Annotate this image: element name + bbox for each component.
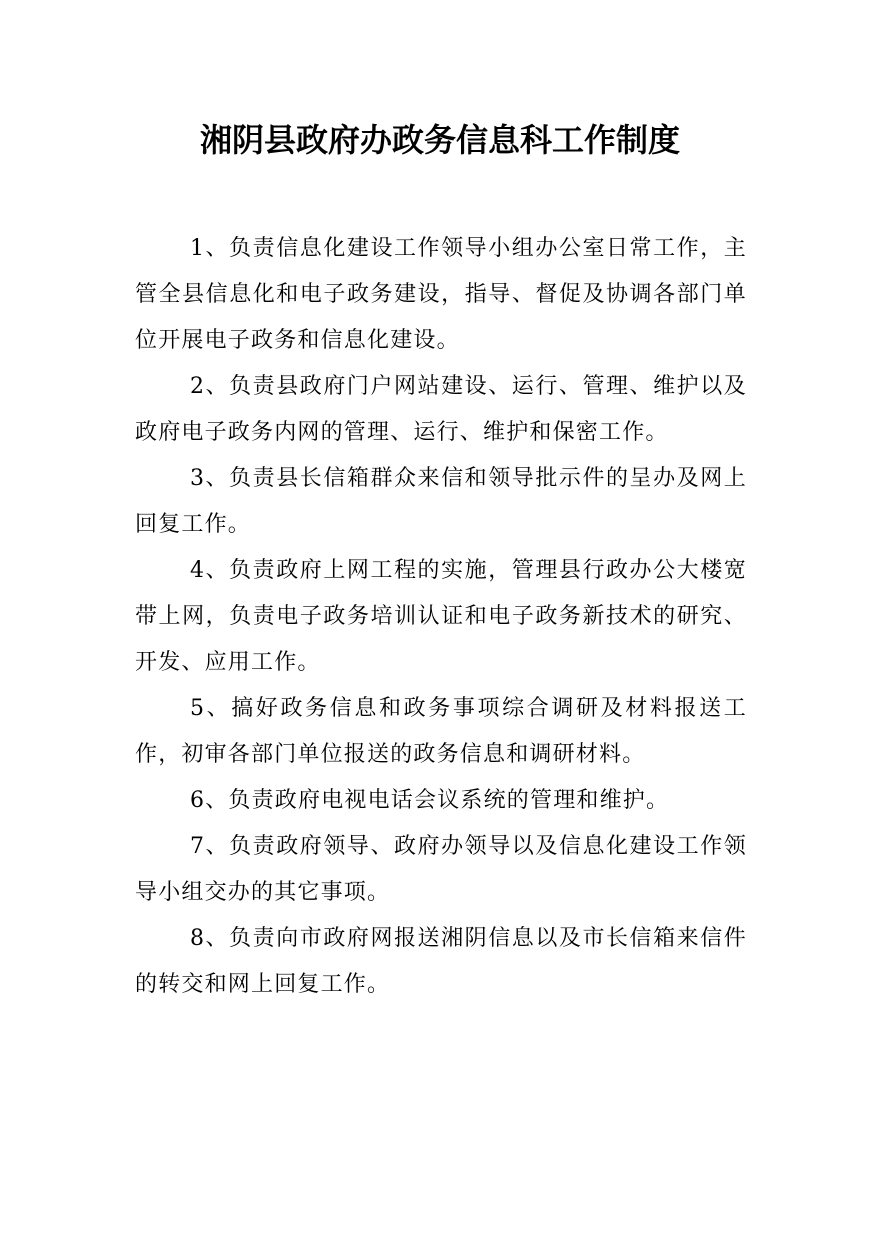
paragraph-7: 7、负责政府领导、政府办领导以及信息化建设工作领导小组交办的其它事项。	[135, 834, 747, 905]
document-body	[135, 226, 747, 1008]
page-title: 湘阴县政府办政务信息科工作制度	[199, 121, 680, 159]
paragraph-3: 3、负责县长信箱群众来信和领导批示件的呈办及网上回复工作。	[135, 466, 747, 537]
paragraph-8: 8、负责向市政府网报送湘阴信息以及市长信箱来信件的转交和网上回复工作。	[135, 926, 747, 997]
paragraph-1: 1、负责信息化建设工作领导小组办公室日常工作，主管全县信息化和电子政务建设，指导、督促及协调各部门单位开展电子政务和信息化建设。	[135, 236, 747, 353]
paragraph-2: 2、负责县政府门户网站建设、运行、管理、维护以及政府电子政务内网的管理、运行、维护和保密工作。	[135, 374, 747, 445]
paragraph-4: 4、负责政府上网工程的实施，管理县行政办公大楼宽带上网，负责电子政务培训认证和电子政务新技术的研究、开发、应用工作。	[135, 558, 747, 675]
paragraph-5: 5、搞好政务信息和政务事项综合调研及材料报送工作，初审各部门单位报送的政务信息和调研材料。	[135, 696, 747, 767]
paragraph-6: 6、负责政府电视电话会议系统的管理和维护。	[190, 788, 670, 813]
